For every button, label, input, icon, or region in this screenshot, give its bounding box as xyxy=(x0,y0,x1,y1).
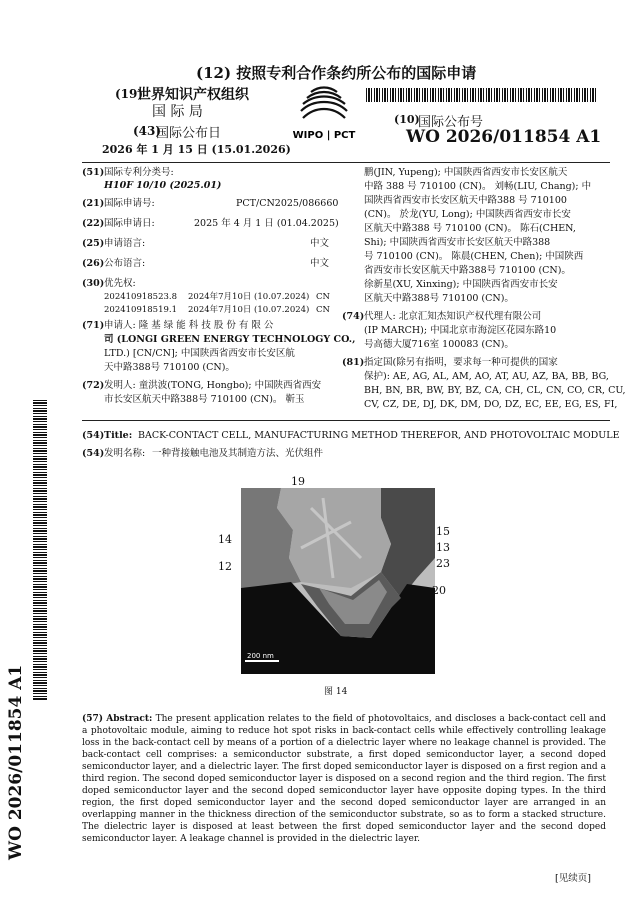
pub-no: WO 2026/011854 A1 xyxy=(406,127,602,147)
code-81: (81) xyxy=(342,357,365,368)
app-date-label: 国际申请日: xyxy=(104,218,155,229)
filing-lang-label: 申请语言: xyxy=(104,238,146,249)
priority-1-cc: CN xyxy=(316,292,330,302)
applicant-line-4: 天中路388号 710100 (CN)。 xyxy=(104,362,235,373)
code-54-zh: (54) xyxy=(82,448,105,459)
code-72: (72) xyxy=(82,380,105,391)
inventors-line-2: 中路 388 号 710100 (CN)。 刘畅(LIU, Chang); 中 xyxy=(364,181,592,192)
figure-caption: 图 14 xyxy=(324,687,348,697)
priority-2-no: 202410918519.1 xyxy=(104,305,178,315)
app-no-value: PCT/CN2025/086660 xyxy=(236,198,339,209)
header-divider xyxy=(82,162,610,163)
priority-label: 优先权: xyxy=(104,278,136,289)
code-22: (22) xyxy=(82,218,105,229)
agent-line-2: (IP MARCH); 中国北京市海淀区花园东路10 xyxy=(364,325,557,336)
priority-1-no: 202410918523.8 xyxy=(104,292,178,302)
fig-label-15: 15 xyxy=(436,525,450,538)
applicant-line-3: LTD.) [CN/CN]; 中国陕西省西安市长安区航 xyxy=(104,348,295,359)
fig-label-12: 12 xyxy=(218,560,232,573)
org-name: 世界知识产权组织 xyxy=(137,87,249,103)
tem-micrograph xyxy=(241,488,435,674)
barcode-side xyxy=(33,400,47,700)
filing-lang-value: 中文 xyxy=(310,238,330,249)
agent-line-1: 代理人: 北京汇知杰知识产权代理有限公司 xyxy=(364,311,542,322)
pub-no-code: (10) xyxy=(394,113,420,126)
micrograph-image xyxy=(241,488,435,674)
inventors-line-5: 区航天中路388 号 710100 (CN)。 陈石(CHEN, xyxy=(364,223,576,234)
inventors-line-6: Shi); 中国陕西省西安市长安区航天中路388 xyxy=(364,237,551,248)
continued-note: [见续页] xyxy=(555,873,591,884)
code-71: (71) xyxy=(82,320,105,331)
pub-no-label: 国际公布号 xyxy=(418,115,484,130)
title-en-label: Title: xyxy=(104,430,133,441)
abstract-text: The present application relates to the field of photovoltaics, and discloses a back-contact cell and a photovoltaic module, aiming to reduce hot spot risks in back-contact cells while effectively controlling leakage loss in the back-contact cell by means of a portion of a dielectric layer where no leakage channel is provided. The back-contact cell comprises: a semiconductor substrate, a first doped semiconductor layer, a second doped semiconductor layer, and a dielectric layer. The first doped semiconductor layer is disposed on a first region and a third region. The second doped semiconductor layer is disposed on a second region and the third region. The first doped semiconductor layer and the second doped semiconductor layer have opposite doping types. In the third region, the first doped semiconductor layer and the second doped semiconductor layer are arranged in an overlapping manner in the thickness direction of the semiconductor substrate, so as to form a stacked structure. The dielectric layer is disposed at least between the first doped semiconductor layer and the second doped semiconductor layer. A leakage channel is provided in the dielectric layer. xyxy=(82,714,606,844)
fig-label-13: 13 xyxy=(436,541,450,554)
side-pub-no: WO 2026/011854 A1 xyxy=(6,664,26,860)
abstract-block xyxy=(82,713,606,845)
inventors-line-1: 鹏(JIN, Yupeng); 中国陕西省西安市长安区航天 xyxy=(364,167,568,178)
priority-2-date: 2024年7月10日 (10.07.2024) xyxy=(188,305,310,315)
applicant-line-2: 司 (LONGI GREEN ENERGY TECHNOLOGY CO., xyxy=(104,334,356,345)
scale-bar-text: 200 nm xyxy=(247,652,274,660)
biblio-divider xyxy=(82,420,610,421)
logo-text: WIPO | PCT xyxy=(292,130,356,141)
app-date-value: 2025 年 4 月 1 日 (01.04.2025) xyxy=(194,218,339,229)
fig-label-19: 19 xyxy=(291,475,305,488)
inventor-line-2: 市长安区航天中路388号 710100 (CN)。 靳玉 xyxy=(104,394,305,405)
org-code: (19) xyxy=(115,87,144,101)
agent-line-3: 号高德大厦716室 100083 (CN)。 xyxy=(364,339,514,350)
bureau-name: 国 际 局 xyxy=(152,104,203,120)
fig-label-20: 20 xyxy=(432,584,446,597)
fig-label-14: 14 xyxy=(218,533,232,546)
inventors-line-10: 区航天中路388号 710100 (CN)。 xyxy=(364,293,514,304)
inventors-line-4: (CN)。 於龙(YU, Long); 中国陕西省西安市长安 xyxy=(364,209,571,220)
document-type-heading: (12) 按照专利合作条约所公布的国际申请 xyxy=(196,64,477,82)
code-74: (74) xyxy=(342,311,365,322)
code-30: (30) xyxy=(82,278,105,289)
inventors-line-3: 国陕西省西安市长安区航天中路388 号 710100 xyxy=(364,195,567,206)
fig-label-23: 23 xyxy=(436,557,450,570)
applicant-line-1: 申请人: 隆 基 绿 能 科 技 股 份 有 限 公 xyxy=(104,320,274,331)
code-21: (21) xyxy=(82,198,105,209)
code-25: (25) xyxy=(82,238,105,249)
pub-date: 2026 年 1 月 15 日 (15.01.2026) xyxy=(102,143,291,156)
title-zh-label: 发明名称: xyxy=(104,448,146,459)
code-26: (26) xyxy=(82,258,105,269)
barcode-top xyxy=(366,88,596,102)
code-54-en: (54) xyxy=(82,430,105,441)
inventor-line-1: 发明人: 童洪波(TONG, Hongbo); 中国陕西省西安 xyxy=(104,380,322,391)
priority-1-date: 2024年7月10日 (10.07.2024) xyxy=(188,292,310,302)
ipc-value: H10F 10/10 (2025.01) xyxy=(104,180,222,191)
states-line-4: CV, CZ, DE, DJ, DK, DM, DO, DZ, EC, EE, EG, ES, FI, xyxy=(364,399,618,410)
title-zh: 一种背接触电池及其制造方法、光伏组件 xyxy=(152,448,324,459)
app-no-label: 国际申请号: xyxy=(104,198,155,209)
states-line-3: BH, BN, BR, BW, BY, BZ, CA, CH, CL, CN, CO, CR, CU, xyxy=(364,385,626,396)
states-line-2: 保护): AE, AG, AL, AM, AO, AT, AU, AZ, BA, BB, BG, xyxy=(364,371,609,382)
pub-date-code: (43) xyxy=(133,124,162,138)
pub-lang-label: 公布语言: xyxy=(104,258,146,269)
pub-date-label: 国际公布日 xyxy=(156,126,222,141)
inventors-line-9: 徐新星(XU, Xinxing); 中国陕西省西安市长安 xyxy=(364,279,558,290)
code-57: (57) xyxy=(82,714,104,724)
abstract-label: Abstract: xyxy=(106,714,153,724)
wipo-logo xyxy=(285,84,363,142)
title-en: BACK-CONTACT CELL, MANUFACTURING METHOD THEREFOR, AND PHOTOVOLTAIC MODULE xyxy=(138,430,620,441)
inventors-line-8: 省西安市长安区航天中路388号 710100 (CN)。 xyxy=(364,265,571,276)
priority-2-cc: CN xyxy=(316,305,330,315)
ipc-label: 国际专利分类号: xyxy=(104,167,174,178)
code-51: (51) xyxy=(82,167,105,178)
pub-lang-value: 中文 xyxy=(310,258,330,269)
inventors-line-7: 号 710100 (CN)。 陈晨(CHEN, Chen); 中国陕西 xyxy=(364,251,584,262)
states-line-1: 指定国(除另有指明，要求每一种可提供的国家 xyxy=(364,357,558,368)
